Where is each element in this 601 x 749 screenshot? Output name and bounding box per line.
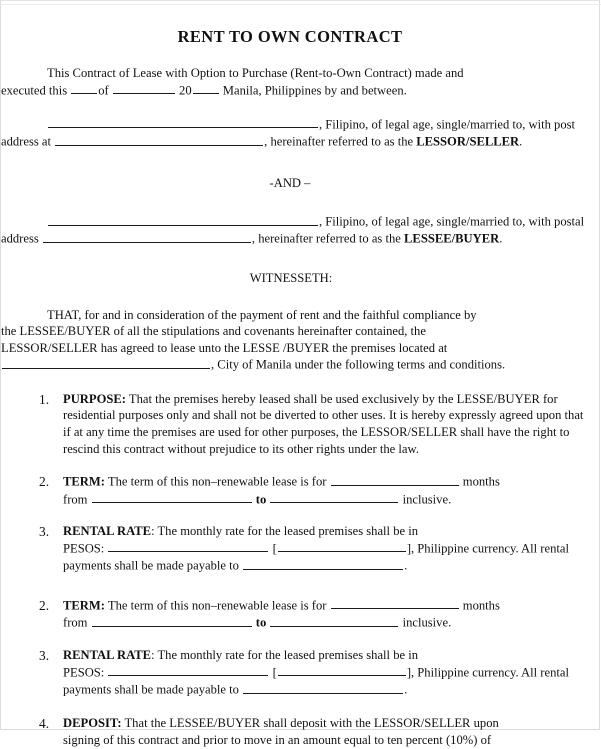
lessor-party-block xyxy=(1,116,587,150)
clause-body xyxy=(63,473,587,508)
term-seg-2: months xyxy=(459,474,500,489)
term-to-label: to xyxy=(255,492,267,507)
lessor-name-blank[interactable] xyxy=(48,116,318,129)
lessor-role-label: LESSOR/SELLER xyxy=(416,134,520,149)
date-day-blank[interactable] xyxy=(71,82,97,95)
recital-paragraph xyxy=(1,307,587,374)
term-to-label: to xyxy=(255,615,267,630)
clause-rental-rate-duplicate xyxy=(1,647,587,699)
term-seg-2: months xyxy=(459,598,500,613)
clause-heading: RENTAL RATE xyxy=(63,523,152,538)
clause-heading: TERM: xyxy=(63,474,105,489)
clause-heading: RENTAL RATE xyxy=(63,647,152,662)
intro-line-2-suffix: Manila, Philippines by and between. xyxy=(219,83,407,98)
lessor-after-address: , hereinafter referred to as the xyxy=(264,134,417,149)
term-from-blank[interactable] xyxy=(92,491,252,504)
lessee-terminator: . xyxy=(499,231,503,246)
date-month-blank[interactable] xyxy=(113,82,175,95)
rate-bracket-open: [ xyxy=(272,541,277,556)
clause-body xyxy=(63,715,587,749)
term-seg-3: from xyxy=(63,492,91,507)
recital-line-1: THAT, for and in consideration of the payment of rent and the faithful compliance by xyxy=(47,307,477,322)
lessee-address-blank[interactable] xyxy=(43,230,251,243)
clause-rental-rate xyxy=(1,523,587,575)
clause-number: 2. xyxy=(39,597,50,613)
term-seg-1: The term of this non–renewable lease is for xyxy=(104,474,330,489)
rate-payee-blank[interactable] xyxy=(243,557,403,570)
term-from-blank[interactable] xyxy=(92,614,252,627)
intro-paragraph xyxy=(1,65,587,99)
intro-year-prefix: 20 xyxy=(179,83,192,98)
clause-text-run: That the premises hereby leased shall be used exclusively by the LESSE/BUYER for residential purposes only and shall not be diverted to other uses. It is hereby expressly agreed upon that if at any time the premises are used for other purposes, the LESSOR/SELLER shall have the right to rescind this contract without prejudice to its other rights under the law. xyxy=(63,391,584,457)
lessee-after-name: , Filipino, of legal age, single/married to, with postal xyxy=(319,214,585,229)
and-separator: -AND – xyxy=(269,176,311,191)
rate-bracket-open: [ xyxy=(272,665,277,680)
clause-heading: TERM: xyxy=(63,598,105,613)
deposit-seg-2: signing of this contract and prior to move in an amount equal to ten percent (10%) of xyxy=(63,733,492,748)
rate-seg-2: PESOS: xyxy=(63,541,108,556)
clause-number: 3. xyxy=(39,523,50,539)
clause-body xyxy=(63,597,587,632)
clause-number: 3. xyxy=(39,647,50,663)
recital-line-4: , City of Manila under the following terms and conditions. xyxy=(211,357,506,372)
term-to-blank[interactable] xyxy=(270,614,398,627)
rate-seg-4: ], Philippine currency. All rental xyxy=(406,541,569,556)
clause-term-duplicate xyxy=(1,597,587,632)
lessor-after-name: , Filipino, of legal age, single/married to, with post xyxy=(319,117,576,132)
rate-seg-1: : The monthly rate for the leased premises shall be in xyxy=(151,647,419,662)
rate-seg-6: . xyxy=(404,558,408,573)
clause-purpose xyxy=(1,391,587,459)
date-year-blank[interactable] xyxy=(193,82,219,95)
intro-of: of xyxy=(98,83,112,98)
recital-line-3: LESSOR/SELLER has agreed to lease unto the LESSE /BUYER the premises located at xyxy=(1,340,448,355)
lessor-address-blank[interactable] xyxy=(55,133,263,146)
lessee-role-label: LESSEE/BUYER xyxy=(404,231,500,246)
rate-seg-4: ], Philippine currency. All rental xyxy=(406,665,569,680)
clause-number: 2. xyxy=(39,474,50,490)
rate-amount-words-blank[interactable] xyxy=(108,664,268,677)
clause-list xyxy=(1,391,587,749)
deposit-seg-1: That the LESSEE/BUYER shall deposit with the LESSOR/SELLER upon xyxy=(121,716,499,731)
term-seg-1: The term of this non–renewable lease is for xyxy=(104,598,330,613)
rate-seg-6: . xyxy=(404,682,408,697)
lessor-terminator: . xyxy=(519,134,523,149)
term-seg-5: inclusive. xyxy=(399,615,452,630)
rate-payee-blank[interactable] xyxy=(243,681,403,694)
witnesseth-heading: WITNESSETH: xyxy=(249,270,333,285)
lessee-party-block xyxy=(1,213,587,247)
clause-heading: PURPOSE: xyxy=(63,391,126,406)
clause-term xyxy=(1,473,587,508)
clause-body xyxy=(63,647,587,699)
lessee-name-blank[interactable] xyxy=(48,213,318,226)
rate-amount-figure-blank[interactable] xyxy=(278,540,406,553)
intro-line-1: This Contract of Lease with Option to Purchase (Rent-to-Own Contract) made and xyxy=(47,66,464,80)
rate-amount-words-blank[interactable] xyxy=(108,540,268,553)
term-to-blank[interactable] xyxy=(270,491,398,504)
premises-location-blank[interactable] xyxy=(2,356,210,369)
rate-amount-figure-blank[interactable] xyxy=(278,664,406,677)
clause-number: 1. xyxy=(39,391,50,407)
clause-number: 4. xyxy=(39,716,50,732)
document-sheet xyxy=(0,1,601,748)
term-months-blank[interactable] xyxy=(331,473,459,486)
page-title: RENT TO OWN CONTRACT xyxy=(177,27,403,46)
lessor-address-label: address at xyxy=(1,134,55,149)
clause-body xyxy=(63,523,587,575)
term-seg-3: from xyxy=(63,615,91,630)
rate-seg-5: payments shall be made payable to xyxy=(63,682,243,697)
clause-heading: DEPOSIT: xyxy=(63,716,122,731)
term-seg-5: inclusive. xyxy=(399,492,452,507)
rate-seg-5: payments shall be made payable to xyxy=(63,558,243,573)
clause-body xyxy=(63,391,587,459)
rate-seg-2: PESOS: xyxy=(63,665,108,680)
rate-seg-1: : The monthly rate for the leased premises shall be in xyxy=(151,523,419,538)
clause-deposit xyxy=(1,715,587,749)
lessee-address-label: address xyxy=(1,231,42,246)
intro-line-2-prefix: executed this xyxy=(1,83,71,98)
recital-line-2: the LESSEE/BUYER of all the stipulations and covenants hereinafter contained, the xyxy=(1,324,426,339)
lessee-after-address: , hereinafter referred to as the xyxy=(251,231,405,246)
term-months-blank[interactable] xyxy=(331,597,459,610)
